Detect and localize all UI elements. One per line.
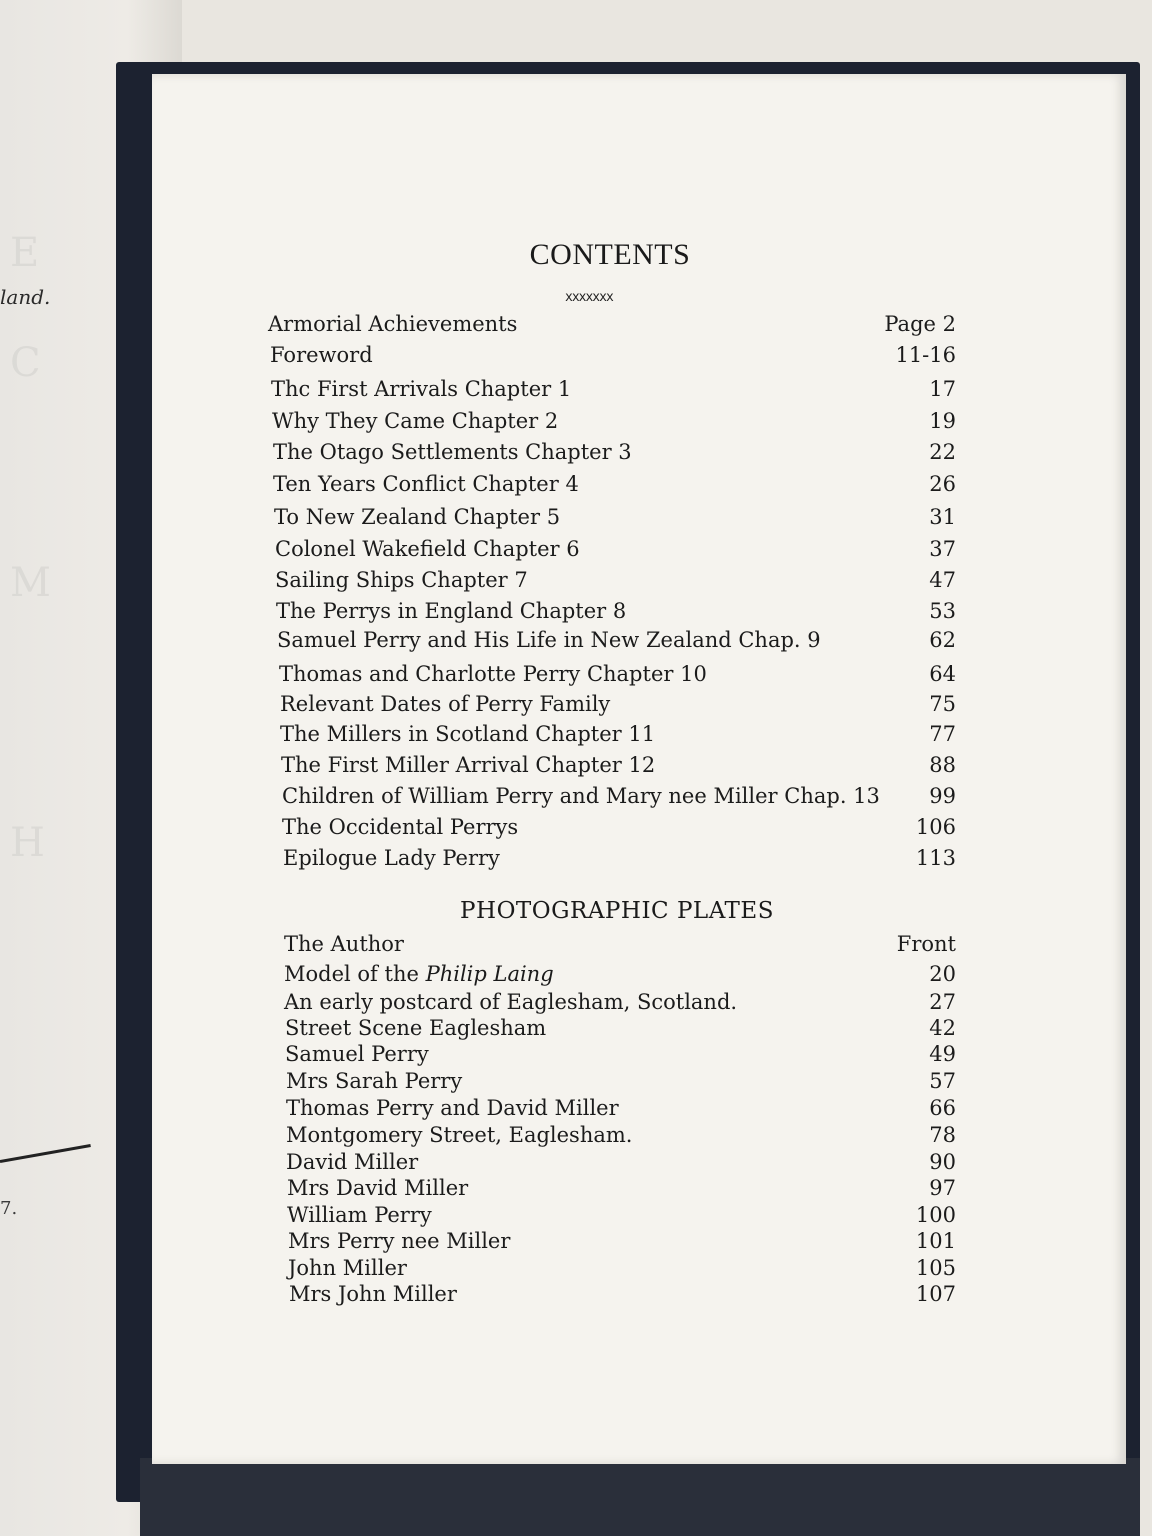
contents-entry-page: 11-16	[895, 343, 956, 367]
bleed-through-mark: E	[10, 230, 40, 276]
contents-entry-page: 75	[929, 692, 956, 716]
plates-entry-title: Mrs Perry nee Miller	[288, 1229, 511, 1253]
plates-entry-page: 66	[929, 1096, 956, 1120]
plates-entry-page: 78	[929, 1123, 956, 1147]
contents-entry-page: 64	[929, 662, 956, 686]
contents-entry-title: The Occidental Perrys	[282, 815, 519, 839]
contents-entry-page: 47	[929, 568, 956, 592]
contents-entry-page: 53	[929, 599, 956, 623]
plates-entry-page: Front	[896, 932, 956, 956]
contents-entry-page: Page 2	[884, 312, 956, 336]
contents-entry-page: 77	[929, 722, 956, 746]
contents-entry-title: Thomas and Charlotte Perry Chapter 10	[279, 662, 707, 686]
contents-entry-title: The First Miller Arrival Chapter 12	[281, 753, 656, 777]
contents-entry-page: 17	[929, 377, 956, 401]
plates-entry-title: Thomas Perry and David Miller	[286, 1096, 619, 1120]
contents-entry-title: The Otago Settlements Chapter 3	[273, 440, 632, 464]
left-page-rule	[0, 1144, 91, 1163]
plates-entry-page: 90	[929, 1150, 956, 1174]
contents-entry-title: Samuel Perry and His Life in New Zealand Chap. 9	[277, 628, 821, 652]
left-page-mark: 7.	[0, 1198, 18, 1219]
bleed-through-mark: C	[10, 340, 41, 386]
plates-entry-title: Mrs David Miller	[287, 1176, 469, 1200]
book-cover-edge	[140, 1458, 1140, 1536]
contents-entry-title: Epilogue Lady Perry	[283, 846, 500, 870]
contents-entry-title: Relevant Dates of Perry Family	[280, 692, 611, 716]
plates-entry-title: William Perry	[287, 1203, 432, 1227]
contents-entry-page: 106	[915, 815, 956, 839]
plates-entry-title: David Miller	[286, 1150, 419, 1174]
contents-entry-title: Why They Came Chapter 2	[272, 409, 559, 433]
contents-title: CONTENTS	[529, 238, 691, 271]
contents-entry-title: Ten Years Conflict Chapter 4	[273, 472, 579, 496]
plates-entry-title: Mrs John Miller	[289, 1282, 457, 1306]
contents-entry-page: 22	[929, 440, 956, 464]
plates-entry-title: An early postcard of Eaglesham, Scotland.	[284, 990, 738, 1014]
plates-entry-page: 97	[929, 1176, 956, 1200]
plates-entry-title: Montgomery Street, Eaglesham.	[286, 1123, 633, 1147]
contents-entry-title: Sailing Ships Chapter 7	[275, 568, 528, 592]
bleed-through-mark: H	[10, 820, 45, 866]
contents-entry-page: 62	[929, 628, 956, 652]
contents-entry-title: Colonel Wakefield Chapter 6	[275, 537, 580, 561]
contents-entry-page: 31	[929, 505, 956, 529]
plates-entry-title: Mrs Sarah Perry	[286, 1069, 463, 1093]
plates-entry-page: 101	[915, 1229, 956, 1253]
contents-entry-page: 88	[929, 753, 956, 777]
plates-title: PHOTOGRAPHIC PLATES	[460, 898, 774, 924]
plates-entry-page: 107	[915, 1282, 956, 1306]
plates-entry-page: 27	[929, 990, 956, 1014]
contents-entry-title: Armorial Achievements	[268, 312, 518, 336]
contents-entry-title: Thc First Arrivals Chapter 1	[271, 377, 572, 401]
plates-entry-title: Model of the Philip Laing	[284, 962, 554, 986]
bleed-through-mark: M	[10, 560, 51, 606]
contents-entry-page: 113	[915, 846, 956, 870]
plates-entry-title: John Miller	[288, 1256, 407, 1280]
contents-entry-page: 99	[929, 784, 956, 808]
left-page-text: land.	[0, 285, 51, 309]
contents-entry-page: 37	[929, 537, 956, 561]
plates-entry-title: Street Scene Eaglesham	[285, 1016, 547, 1040]
plates-entry-page: 100	[915, 1203, 956, 1227]
contents-entry-page: 26	[929, 472, 956, 496]
contents-entry-title: The Millers in Scotland Chapter 11	[280, 722, 656, 746]
contents-entry-title: To New Zealand Chapter 5	[274, 505, 561, 529]
plates-entry-page: 57	[929, 1069, 956, 1093]
plates-entry-page: 20	[929, 962, 956, 986]
contents-entry-title: The Perrys in England Chapter 8	[276, 599, 627, 623]
plates-entry-page: 105	[915, 1256, 956, 1280]
plates-entry-page: 49	[929, 1042, 956, 1066]
contents-entry-title: Foreword	[270, 343, 373, 367]
title-ornament: xxxxxxx	[565, 290, 613, 305]
plates-entry-page: 42	[929, 1016, 956, 1040]
contents-entry-title: Children of William Perry and Mary nee Miller Chap. 13	[282, 784, 880, 808]
plates-entry-title: Samuel Perry	[285, 1042, 429, 1066]
contents-entry-page: 19	[929, 409, 956, 433]
plates-entry-title: The Author	[284, 932, 404, 956]
